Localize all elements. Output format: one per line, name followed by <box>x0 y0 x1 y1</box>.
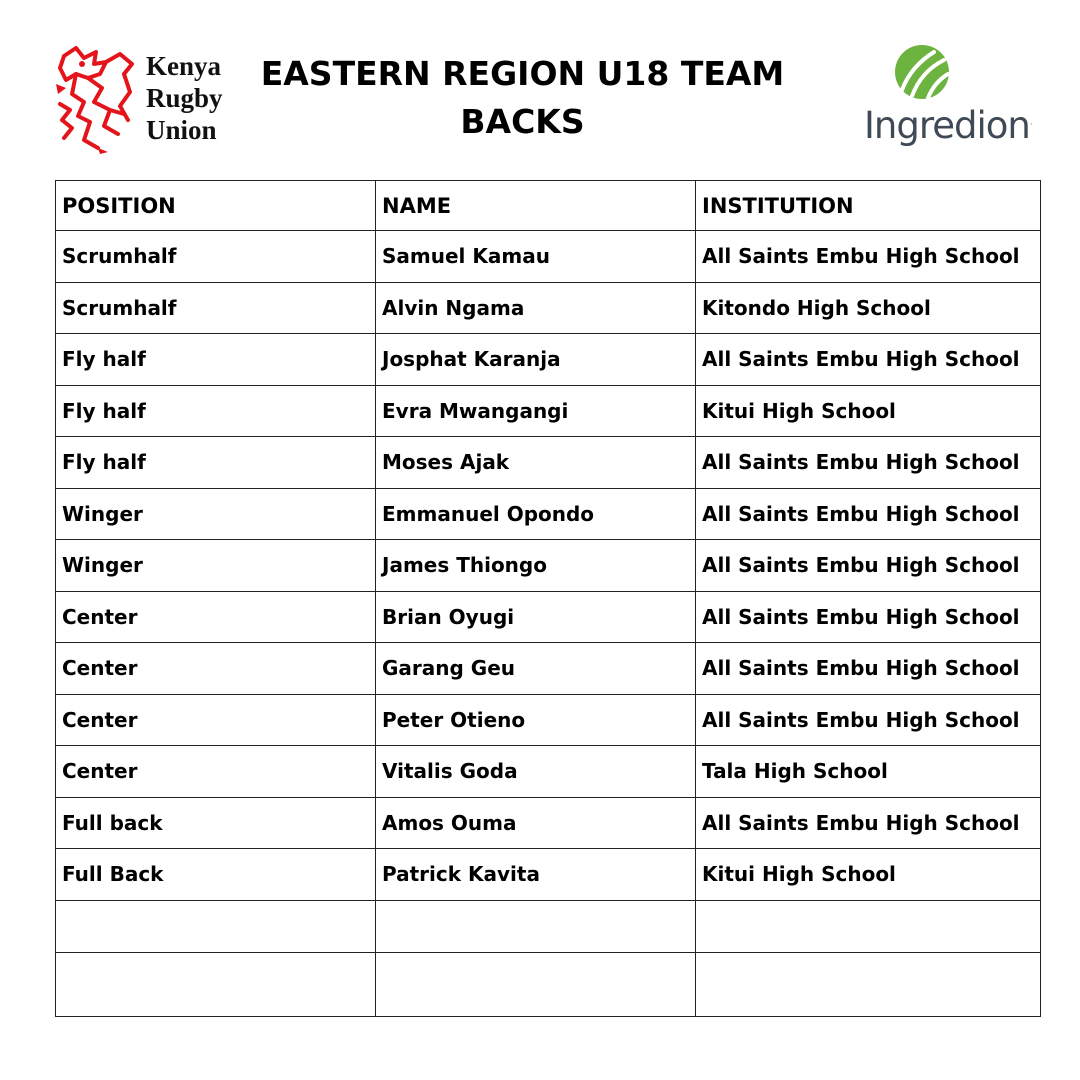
cell-institution: Kitui High School <box>696 849 1041 901</box>
cell-institution: All Saints Embu High School <box>696 591 1041 643</box>
table-row <box>56 694 1041 746</box>
cell-position: Center <box>56 694 376 746</box>
cell-position: Center <box>56 746 376 798</box>
cell-institution: All Saints Embu High School <box>696 694 1041 746</box>
ingredion-name: Ingredion <box>864 104 1030 147</box>
red-lion-icon <box>54 44 138 156</box>
roster-body <box>56 231 1041 1017</box>
table-row <box>56 797 1041 849</box>
empty-cell <box>696 952 1041 1016</box>
cell-position: Fly half <box>56 385 376 437</box>
cell-position: Winger <box>56 488 376 540</box>
cell-institution: All Saints Embu High School <box>696 334 1041 386</box>
cell-position: Scrumhalf <box>56 231 376 283</box>
cell-name: Amos Ouma <box>376 797 696 849</box>
empty-cell <box>376 900 696 952</box>
cell-institution: Tala High School <box>696 746 1041 798</box>
cell-institution: All Saints Embu High School <box>696 488 1041 540</box>
table-row <box>56 643 1041 695</box>
cell-institution: All Saints Embu High School <box>696 231 1041 283</box>
header-position: POSITION <box>56 181 376 231</box>
kenya-rugby-union-logo <box>54 44 244 156</box>
roster-table <box>55 180 1041 1017</box>
cell-name: Samuel Kamau <box>376 231 696 283</box>
cell-name: Patrick Kavita <box>376 849 696 901</box>
cell-position: Center <box>56 643 376 695</box>
cell-institution: Kitondo High School <box>696 282 1041 334</box>
table-row <box>56 231 1041 283</box>
empty-cell <box>376 952 696 1016</box>
ingredion-logo <box>864 44 1044 154</box>
table-header-row <box>56 181 1041 231</box>
cell-position: Full Back <box>56 849 376 901</box>
kru-logo-text <box>146 50 223 146</box>
cell-position: Fly half <box>56 334 376 386</box>
kru-line-kenya: Kenya <box>146 51 222 81</box>
cell-position: Fly half <box>56 437 376 489</box>
cell-position: Center <box>56 591 376 643</box>
table-row <box>56 437 1041 489</box>
cell-position: Scrumhalf <box>56 282 376 334</box>
empty-cell <box>56 900 376 952</box>
empty-cell <box>56 952 376 1016</box>
cell-name: Evra Mwangangi <box>376 385 696 437</box>
ingredion-wordmark: Ingredion. <box>864 104 1032 147</box>
kru-line-rugby: Rugby <box>146 83 223 113</box>
cell-name: Garang Geu <box>376 643 696 695</box>
table-row <box>56 746 1041 798</box>
empty-table-row <box>56 900 1041 952</box>
cell-name: Moses Ajak <box>376 437 696 489</box>
cell-name: Peter Otieno <box>376 694 696 746</box>
cell-position: Full back <box>56 797 376 849</box>
header-name: NAME <box>376 181 696 231</box>
kru-line-union: Union <box>146 115 217 145</box>
cell-name: James Thiongo <box>376 540 696 592</box>
cell-name: Brian Oyugi <box>376 591 696 643</box>
cell-institution: All Saints Embu High School <box>696 540 1041 592</box>
table-row <box>56 385 1041 437</box>
table-row <box>56 282 1041 334</box>
cell-position: Winger <box>56 540 376 592</box>
leaf-icon <box>894 44 950 100</box>
empty-table-row <box>56 952 1041 1016</box>
title-line-team: EASTERN REGION U18 TEAM <box>260 54 785 93</box>
cell-institution: All Saints Embu High School <box>696 643 1041 695</box>
empty-cell <box>696 900 1041 952</box>
cell-institution: Kitui High School <box>696 385 1041 437</box>
page-title <box>250 50 795 146</box>
header-institution: INSTITUTION <box>696 181 1041 231</box>
cell-name: Alvin Ngama <box>376 282 696 334</box>
table-row <box>56 591 1041 643</box>
table-row <box>56 334 1041 386</box>
table-row <box>56 849 1041 901</box>
cell-institution: All Saints Embu High School <box>696 437 1041 489</box>
cell-name: Emmanuel Opondo <box>376 488 696 540</box>
cell-name: Vitalis Goda <box>376 746 696 798</box>
table-row <box>56 488 1041 540</box>
title-line-backs: BACKS <box>460 102 585 141</box>
cell-institution: All Saints Embu High School <box>696 797 1041 849</box>
cell-name: Josphat Karanja <box>376 334 696 386</box>
table-row <box>56 540 1041 592</box>
